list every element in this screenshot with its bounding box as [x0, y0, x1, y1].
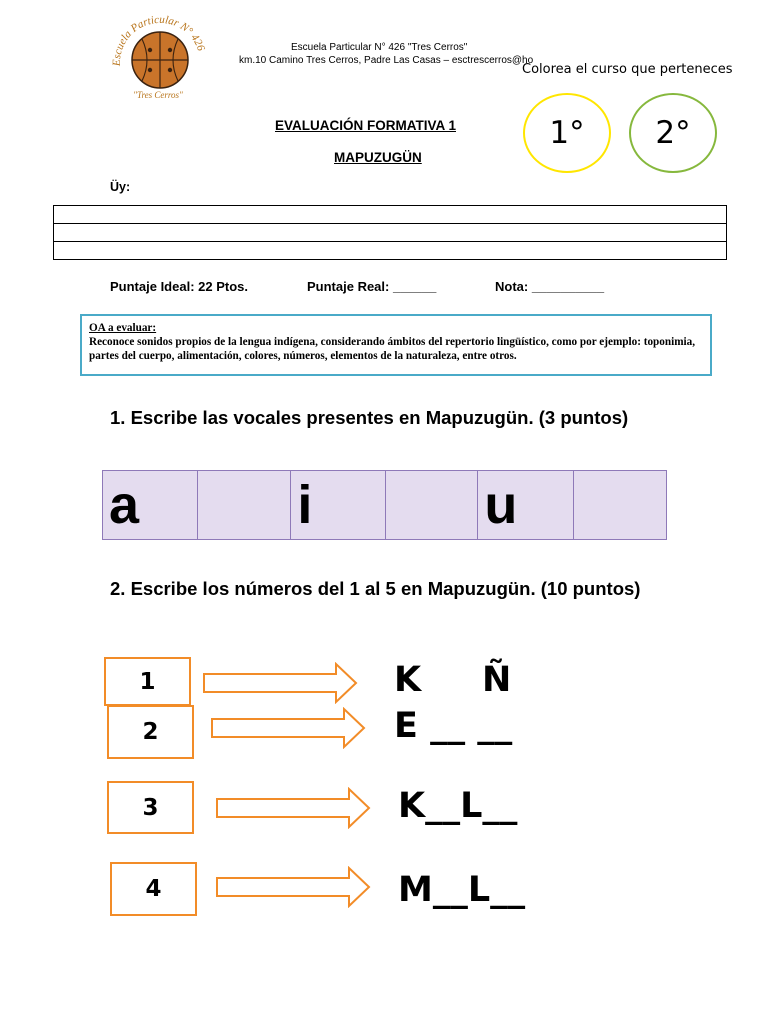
- answer-word-2[interactable]: E __ __: [394, 706, 513, 746]
- objective-title: OA a evaluar:: [89, 322, 157, 334]
- vowel-cell[interactable]: i: [291, 471, 385, 540]
- answer-word-3[interactable]: K__L__: [398, 786, 518, 826]
- name-line[interactable]: [54, 206, 727, 224]
- question-2-text: 2. Escribe los números del 1 al 5 en Mapuzugün. (10 puntos): [110, 578, 641, 599]
- answer-word-4[interactable]: M__L__: [398, 870, 526, 910]
- arrow-right-icon: [215, 866, 371, 908]
- arrow-right-icon: [215, 787, 371, 829]
- number-box-2: 2: [107, 705, 194, 759]
- svg-text:Escuela Particular N° 426: Escuela Particular N° 426: [110, 14, 207, 67]
- real-score: [307, 279, 436, 294]
- arrow-right-icon: [210, 707, 366, 749]
- school-address: km.10 Camino Tres Cerros, Padre Las Casas – esctrescerros@ho: [239, 55, 534, 66]
- number-box-4: 4: [110, 862, 197, 916]
- ideal-score: [110, 279, 248, 294]
- course-circle-1[interactable]: 1°: [523, 93, 611, 173]
- arrow-right-icon: [202, 662, 358, 704]
- school-name: Escuela Particular N° 426 "Tres Cerros": [291, 42, 468, 53]
- name-label: Üy:: [110, 180, 131, 194]
- number-box-1: 1: [104, 657, 191, 706]
- vowel-cell[interactable]: [385, 471, 478, 540]
- objective-box: [80, 314, 712, 376]
- name-line[interactable]: [54, 242, 727, 260]
- question-1-text: 1. Escribe las vocales presentes en Mapuzugün. (3 puntos): [110, 407, 629, 428]
- subject-title: MAPUZUGÜN: [334, 150, 422, 165]
- number-box-3: 3: [107, 781, 194, 834]
- ideal-score-value: : 22 Ptos.: [190, 279, 248, 294]
- course-prompt: Colorea el curso que perteneces: [522, 62, 733, 77]
- objective-text: Reconoce sonidos propios de la lengua indígena, considerando ámbitos del repertorio lingüístico, como por ejemplo: toponimia, partes del cuerpo, alimentación, colores, números, elementos de la naturaleza, entre otros.: [89, 336, 696, 362]
- svg-text:"Tres Cerros": "Tres Cerros": [133, 90, 183, 100]
- vowel-cell[interactable]: a: [103, 471, 198, 540]
- ideal-score-label: Puntaje Ideal: [110, 279, 191, 294]
- school-seal-icon: [108, 14, 208, 100]
- evaluation-title: EVALUACIÓN FORMATIVA 1: [275, 118, 456, 133]
- vowel-table: [102, 470, 667, 540]
- course-circle-2[interactable]: 2°: [629, 93, 717, 173]
- answer-word-1[interactable]: K Ñ: [394, 660, 512, 700]
- grade-field[interactable]: Nota: __________: [495, 279, 605, 294]
- name-lines-table: [53, 205, 727, 260]
- school-logo: [108, 14, 208, 100]
- real-score-blank[interactable]: : ______: [385, 279, 437, 294]
- name-line[interactable]: [54, 224, 727, 242]
- vowel-cell[interactable]: [574, 471, 667, 540]
- vowel-cell[interactable]: [198, 471, 291, 540]
- vowel-cell[interactable]: u: [478, 471, 574, 540]
- real-score-label: Puntaje Real: [307, 279, 386, 294]
